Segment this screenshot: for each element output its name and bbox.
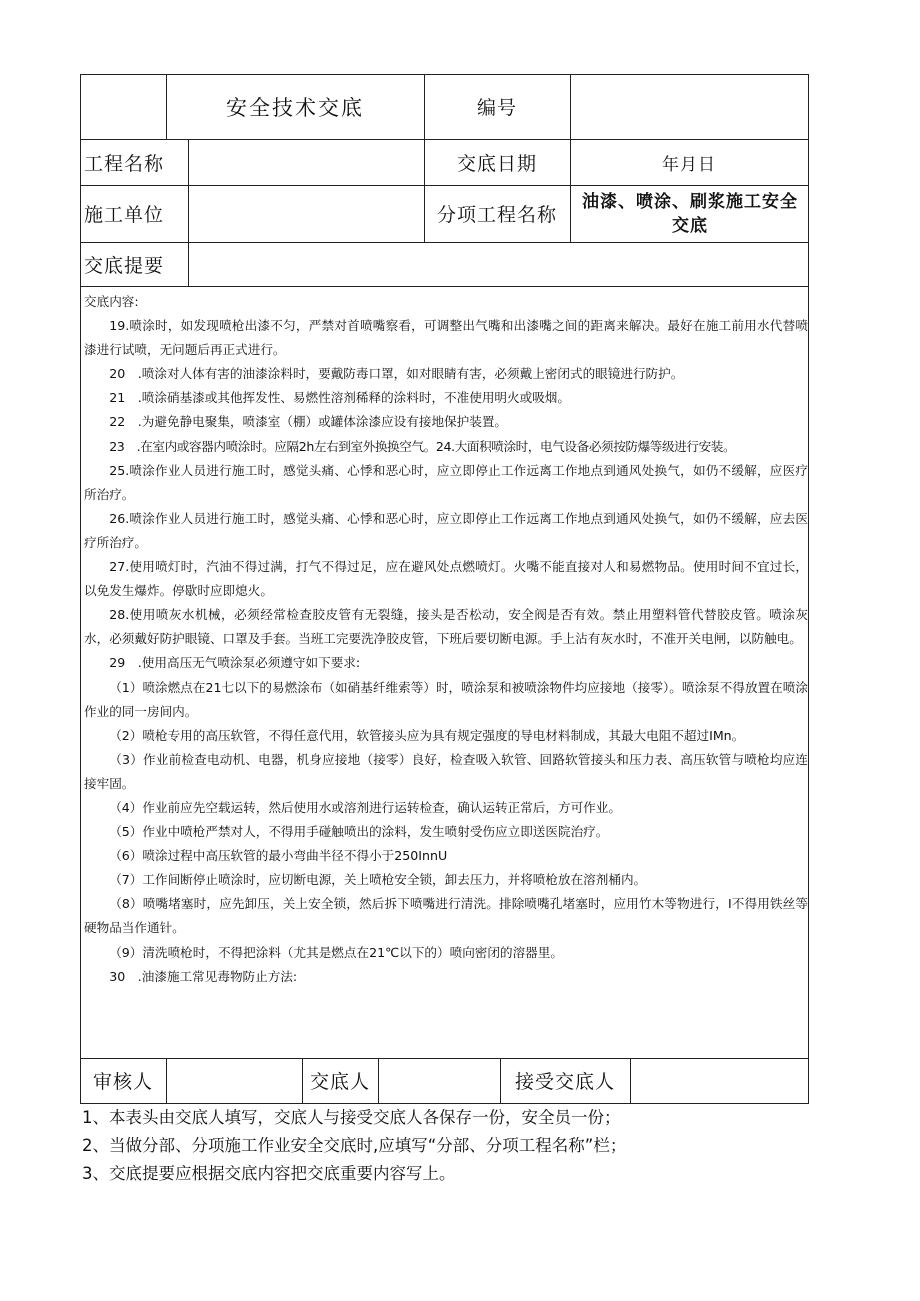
table-border-right xyxy=(808,74,809,1104)
footnote-item: 3、交底提要应根据交底内容把交底重要内容写上。 xyxy=(82,1164,456,1183)
document-title: 安全技术交底 xyxy=(226,95,364,120)
content-paragraph: （2）喷枪专用的高压软管，不得任意代用，软管接头应为具有规定强度的导电材料制成，其最大电阻不超过IMn。 xyxy=(109,727,745,743)
content-paragraph: （1）喷涂燃点在21七以下的易燃涂布（如硝基纤维索等）时，喷涂泵和被喷涂物件均应接地（接零）。喷涂泵不得放置在喷涂作业的同一房间内。 xyxy=(84,679,808,719)
content-paragraph: 19.喷涂时，如发现喷枪出漆不匀，严禁对首喷嘴察看，可调整出气嘴和出漆嘴之间的距离来解决。最好在施工前用水代替喷漆进行试喷，无问题后再正式进行。 xyxy=(84,318,808,358)
number-label: 编号 xyxy=(476,97,517,119)
row-line-4 xyxy=(80,286,809,287)
number-field[interactable] xyxy=(570,74,808,139)
content-paragraph: （6）喷涂过程中高压软管的最小弯曲半径不得小于250InnU xyxy=(109,848,448,864)
content-area xyxy=(84,290,808,989)
content-paragraph: 25.喷涂作业人员进行施工时，感觉头痛、心悸和恶心时，应立即停止工作远离工作地点到通风处换气，如仍不缓解，应医疗所治疗。 xyxy=(84,462,808,502)
table-border-left xyxy=(80,74,81,1104)
content-paragraph: 29 .使用高压无气喷涂泵必须遵守如下要求: xyxy=(109,655,361,671)
content-paragraph: 30 .油漆施工常见毒物防止方法: xyxy=(109,968,298,984)
content-heading: 交底内容: xyxy=(84,294,139,309)
content-paragraph: （3）作业前检查电动机、电器，机身应接地（接零）良好，检查吸入软管、回路软管接头和压力表、高压软管与喷枪均应连接牢固。 xyxy=(84,751,808,791)
content-paragraph: 28.使用喷灰水机械，必须经常检查胶皮管有无裂缝，接头是否松动，安全阀是否有效。禁止用塑料管代替胶皮管。喷涂灰水，必须戴好防护眼镜、口罩及手套。当班工完要洗净胶皮管，下班后要切断电源。手上沾有灰水时，不准开关电闸，以防触电。 xyxy=(84,607,808,647)
footnote-item: 1、本表头由交底人填写，交底人与接受交底人各保存一份，安全员一份； xyxy=(82,1108,621,1127)
content-paragraph: （7）工作间断停止喷涂时，应切断电源，关上喷枪安全锁，卸去压力，并将喷枪放在溶剂桶内。 xyxy=(109,872,647,888)
project-name-label: 工程名称 xyxy=(84,152,165,175)
content-paragraph: 20 .喷涂对人体有害的油漆涂料时，要戴防毒口罩，如对眼睛有害，必须戴上密闭式的眼镜进行防护。 xyxy=(109,366,684,382)
content-paragraph: （5）作业中喷枪严禁对人，不得用手碰触喷出的涂料，发生喷射受伤应立即送医院治疗。 xyxy=(109,824,609,840)
reviewer-label: 审核人 xyxy=(92,1071,153,1093)
reviewer-field[interactable] xyxy=(166,1058,302,1103)
content-paragraph: （9）清洗喷枪时，不得把涂料（尤其是燃点在21℃以下的）喷向密闭的溶器里。 xyxy=(109,944,563,960)
project-name-field[interactable] xyxy=(188,139,424,185)
footnotes xyxy=(82,1104,842,1188)
content-paragraph: 27.使用喷灯时，汽油不得过满，打气不得过足，应在避风处点燃喷灯。火嘴不能直接对人和易燃物品。使用时间不宜过长，以免发生爆炸。停歇时应即熄火。 xyxy=(84,559,808,599)
summary-label: 交底提要 xyxy=(84,254,165,277)
unit-field[interactable] xyxy=(188,185,424,242)
receiver-label: 接受交底人 xyxy=(514,1071,615,1093)
subitem-value[interactable]: 油漆、喷涂、刷浆施工安全交底 xyxy=(582,191,798,236)
presenter-field[interactable] xyxy=(378,1058,500,1103)
content-paragraph: 23 .在室内或容器内喷涂时。应隔2h左右到室外换换空气。24.大面积喷涂时，电气设备必须按防爆等级进行安装。 xyxy=(109,438,736,454)
content-paragraph: （8）喷嘴堵塞时，应先卸压，关上安全锁，然后拆下喷嘴进行清洗。排除喷嘴孔堵塞时，应用竹木等物进行，I不得用铁丝等硬物品当作通针。 xyxy=(84,896,808,936)
subitem-label: 分项工程名称 xyxy=(436,204,557,226)
footnote-item: 2、当做分部、分项施工作业安全交底时,应填写“分部、分项工程名称”栏； xyxy=(82,1136,627,1155)
content-paragraph: 22 .为避免静电聚集，喷漆室（棚）或罐体涂漆应设有接地保护装置。 xyxy=(109,414,508,430)
content-paragraph: 26.喷涂作业人员进行施工时，感觉头痛、心悸和恶心时，应立即停止工作远离工作地点到通风处换气，如仍不缓解，应去医疗所治疗。 xyxy=(84,510,808,550)
unit-label: 施工单位 xyxy=(84,204,165,226)
date-label: 交底日期 xyxy=(456,152,537,175)
content-paragraph: 21 .喷涂硝基漆或其他挥发性、易燃性溶剂稀释的涂料时，不准使用明火或吸烟。 xyxy=(109,390,570,406)
summary-field[interactable] xyxy=(188,242,808,286)
content-paragraph: （4）作业前应先空载运转，然后使用水或溶剂进行运转检查，确认运转正常后，方可作业。 xyxy=(109,799,621,815)
presenter-label: 交底人 xyxy=(309,1071,370,1093)
date-field[interactable]: 年月日 xyxy=(662,154,716,175)
receiver-field[interactable] xyxy=(630,1058,808,1103)
